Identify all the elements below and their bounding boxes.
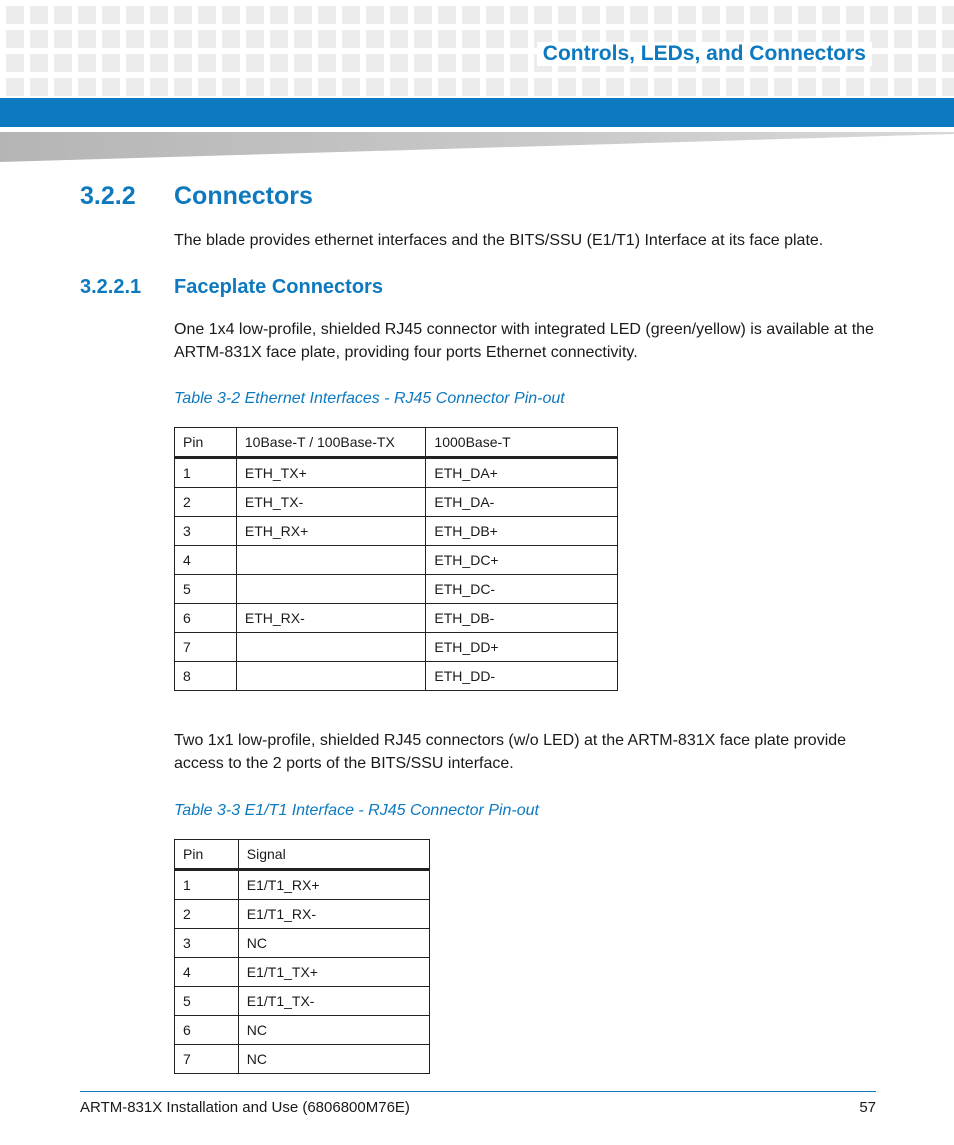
table1-caption: Table 3-2 Ethernet Interfaces - RJ45 Connector Pin-out bbox=[174, 390, 565, 407]
table-header-cell: Signal bbox=[238, 840, 429, 870]
table-row bbox=[175, 958, 430, 987]
table-cell: NC bbox=[238, 1016, 429, 1045]
table-row bbox=[175, 575, 618, 604]
table-cell: 3 bbox=[175, 929, 239, 958]
table-cell: ETH_DD- bbox=[426, 662, 618, 691]
table2-caption: Table 3-3 E1/T1 Interface - RJ45 Connector Pin-out bbox=[174, 802, 539, 819]
table-cell: NC bbox=[238, 929, 429, 958]
table-cell: ETH_RX+ bbox=[236, 517, 426, 546]
table-cell: ETH_DB+ bbox=[426, 517, 618, 546]
table-cell: NC bbox=[238, 1045, 429, 1074]
e1t1-pinout-table bbox=[174, 839, 430, 1074]
table-cell: 4 bbox=[175, 546, 237, 575]
table-header-row bbox=[175, 428, 618, 458]
table-cell: E1/T1_RX+ bbox=[238, 870, 429, 900]
table-cell: ETH_DA- bbox=[426, 488, 618, 517]
table-row bbox=[175, 488, 618, 517]
running-header-title: Controls, LEDs, and Connectors bbox=[537, 42, 872, 66]
table-row bbox=[175, 1045, 430, 1074]
table-header-cell: Pin bbox=[175, 428, 237, 458]
table-cell: 6 bbox=[175, 604, 237, 633]
table-cell: E1/T1_RX- bbox=[238, 900, 429, 929]
table-cell bbox=[236, 633, 426, 662]
table-cell: 1 bbox=[175, 458, 237, 488]
table-cell: 5 bbox=[175, 575, 237, 604]
table-cell: ETH_RX- bbox=[236, 604, 426, 633]
table-header-cell: 10Base-T / 100Base-TX bbox=[236, 428, 426, 458]
footer-page-number: 57 bbox=[859, 1099, 876, 1116]
table-row bbox=[175, 633, 618, 662]
section-title: Connectors bbox=[174, 182, 313, 210]
table-cell: 5 bbox=[175, 987, 239, 1016]
table-cell: 8 bbox=[175, 662, 237, 691]
table-cell: ETH_DC- bbox=[426, 575, 618, 604]
subsection-title: Faceplate Connectors bbox=[174, 276, 383, 298]
table-row bbox=[175, 517, 618, 546]
table-cell bbox=[236, 546, 426, 575]
header-gray-wedge bbox=[0, 132, 954, 162]
table-row bbox=[175, 1016, 430, 1045]
table-row bbox=[175, 604, 618, 633]
subsection-paragraph-2: Two 1x1 low-profile, shielded RJ45 connectors (w/o LED) at the ARTM-831X face plate provide access to the 2 ports of the BITS/SSU interface. bbox=[174, 732, 847, 772]
table-cell: 7 bbox=[175, 633, 237, 662]
table-cell: 2 bbox=[175, 900, 239, 929]
table-cell: 6 bbox=[175, 1016, 239, 1045]
ethernet-pinout-table bbox=[174, 427, 618, 691]
table-row bbox=[175, 458, 618, 488]
table-cell bbox=[236, 575, 426, 604]
table-cell: 4 bbox=[175, 958, 239, 987]
subsection-paragraph-1: One 1x4 low-profile, shielded RJ45 connector with integrated LED (green/yellow) is available at the ARTM-831X face plate, providing four ports Ethernet connectivity. bbox=[174, 321, 874, 361]
section-heading bbox=[80, 182, 313, 211]
table-cell: ETH_DA+ bbox=[426, 458, 618, 488]
footer-rule bbox=[80, 1091, 876, 1092]
subsection-number: 3.2.2.1 bbox=[80, 276, 142, 298]
header-blue-bar bbox=[0, 98, 954, 127]
section-number: 3.2.2 bbox=[80, 182, 136, 210]
table-row bbox=[175, 900, 430, 929]
table-header-row bbox=[175, 840, 430, 870]
table-row bbox=[175, 546, 618, 575]
table-cell: 7 bbox=[175, 1045, 239, 1074]
table-cell: E1/T1_TX- bbox=[238, 987, 429, 1016]
table-cell: ETH_DB- bbox=[426, 604, 618, 633]
subsection-heading bbox=[80, 276, 383, 299]
table-cell: 3 bbox=[175, 517, 237, 546]
table-cell: ETH_DD+ bbox=[426, 633, 618, 662]
table-cell: ETH_DC+ bbox=[426, 546, 618, 575]
table-cell: 2 bbox=[175, 488, 237, 517]
table-row bbox=[175, 929, 430, 958]
table-row bbox=[175, 870, 430, 900]
table-row bbox=[175, 987, 430, 1016]
table-cell: ETH_TX- bbox=[236, 488, 426, 517]
footer-document-title: ARTM-831X Installation and Use (6806800M76E) bbox=[80, 1099, 410, 1116]
table-cell: E1/T1_TX+ bbox=[238, 958, 429, 987]
table-header-cell: 1000Base-T bbox=[426, 428, 618, 458]
table-header-cell: Pin bbox=[175, 840, 239, 870]
table-cell: ETH_TX+ bbox=[236, 458, 426, 488]
table-cell: 1 bbox=[175, 870, 239, 900]
section-intro: The blade provides ethernet interfaces and the BITS/SSU (E1/T1) Interface at its face plate. bbox=[174, 232, 824, 249]
table-row bbox=[175, 662, 618, 691]
table-cell bbox=[236, 662, 426, 691]
